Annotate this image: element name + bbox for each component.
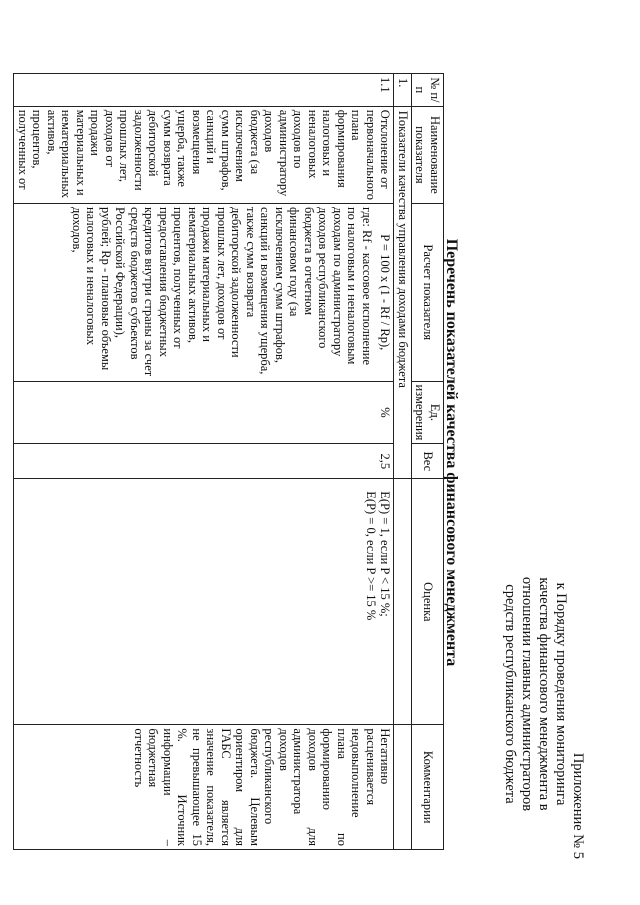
section-title: Показатели качества управления доходами бюджета	[394, 106, 412, 478]
indicators-table	[14, 73, 445, 850]
row-comment: Негативно расценивается недовыполнение плана по формированию доходов для администратора доходов республиканского бюджета. Целевым ориентиром для ГАБС является значение показателя, не превышающее 15 %. Источник информации – бюджетная отчетность	[14, 725, 394, 850]
appendix-line: отношении главных администраторов	[519, 576, 535, 812]
header-unit: Ед. измерения	[412, 381, 444, 444]
appendix-line: качества финансового менеджмента в	[536, 577, 552, 811]
row-estimate	[14, 479, 394, 725]
section-no: 1.	[394, 74, 412, 107]
estimate-line: E(P) = 0, если P >= 15 %	[364, 491, 378, 621]
row-no: 1.1	[14, 74, 394, 107]
header-name: Наименование показателя	[412, 106, 444, 203]
header-no: № п/п	[412, 74, 444, 107]
section-empty-cell	[394, 479, 412, 725]
section-empty-cell	[394, 725, 412, 850]
calc-formula: P = 100 x (1 - Rf / Rp),	[378, 234, 393, 351]
row-name: Отклонение от первоначального плана формирования налоговых и неналоговых доходов по администратору доходов бюджета (за исключением сумм штрафов, санкций и возмещения ущерба, также сумм возврата дебиторской задолженности прошлых лет, доходов от продажи материальных и нематериальных активов, процентов, полученных от	[14, 106, 394, 203]
header-weight: Вес	[412, 444, 444, 479]
row-calc	[14, 203, 394, 381]
appendix-header	[501, 529, 586, 859]
row-weight: 2,5	[14, 444, 394, 479]
appendix-line: средств республиканского бюджета	[502, 584, 518, 804]
estimate-line: E(P) = 1, если P < 15 %;	[378, 491, 393, 617]
header-calc: Расчет показателя	[412, 203, 444, 381]
section-row	[394, 74, 412, 850]
appendix-title: Приложение № 5	[570, 752, 586, 859]
header-comment: Комментарии	[412, 725, 444, 850]
table-row	[14, 74, 394, 850]
table-header-row	[412, 74, 444, 850]
appendix-line: к Порядку проведения мониторинга	[553, 582, 569, 806]
calc-text: где: Rf - кассовое исполнение по налоговым и неналоговым доходам по администратору доходов республиканского бюджета в отчетном финансовом году (за исключением сумм штрафов, санкций и возмещения ущерба, также сумм возврата дебиторской задолженности прошлых лет, доходов от продажи материальных и нематериальных активов, процентов, полученных от предоставления бюджетных кредитов внутри страны за счет средств бюджетов субъектов Российской Федерации), рублей; Rp - плановые объемы налоговых и неналоговых доходов,	[70, 206, 374, 377]
row-unit: %	[14, 381, 394, 444]
page-title: Перечень показателей качества финансового менеджмента	[443, 238, 460, 667]
header-estimate: Оценка	[412, 479, 444, 725]
